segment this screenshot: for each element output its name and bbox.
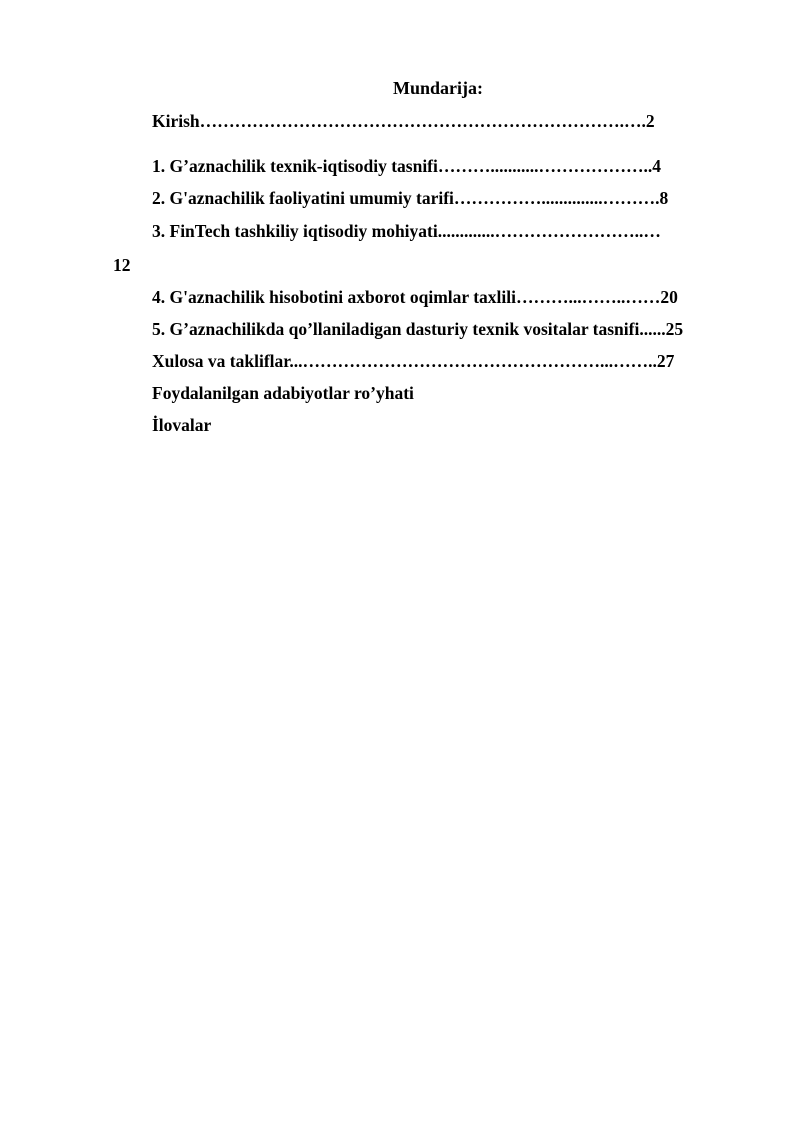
toc-entry-5: 5. G’aznachilikda qo’llaniladigan dasturiy texnik vositalar tasnifi......25 bbox=[152, 319, 684, 339]
toc-entry-adabiyotlar: Foydalanilgan adabiyotlar ro’yhati bbox=[152, 383, 414, 403]
toc-entry-4: 4. G'aznachilik hisobotini axborot oqimlar taxlili………...……..……20 bbox=[152, 287, 678, 307]
toc-entry-3: 3. FinTech tashkiliy iqtisodiy mohiyati.............……………………..… bbox=[152, 221, 661, 241]
toc-entry-1: 1. G’aznachilik texnik-iqtisodiy tasnifi………...........………………..4 bbox=[152, 156, 661, 176]
toc-title: Mundarija: bbox=[393, 78, 483, 98]
toc-entry-2: 2. G'aznachilik faoliyatini umumiy tarifi……………..............……….8 bbox=[152, 188, 669, 208]
toc-entry-3-page-number: 12 bbox=[113, 255, 131, 275]
toc-entry-xulosa: Xulosa va takliflar...……………………………………………...……..27 bbox=[152, 351, 675, 371]
toc-entry-ilovalar: İlovalar bbox=[152, 415, 212, 435]
toc-entry-kirish: Kirish……………………………………………………………….….2 bbox=[152, 111, 655, 131]
